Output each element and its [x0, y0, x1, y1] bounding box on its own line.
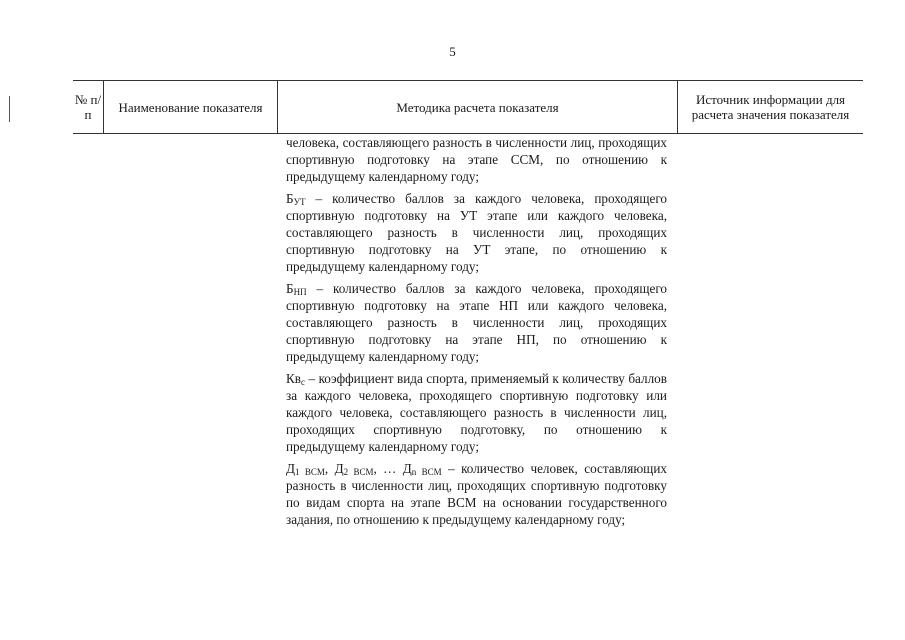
variable-subscript: УТ — [293, 197, 306, 207]
variable-symbol: Д — [402, 461, 412, 476]
paragraph-text: – количество баллов за каждого человека, проходящего спортивную подготовку на УТ этапе или каждого человека, составляющего разность в численности лиц, проходящих спортивную подготовку на УТ этапе, по отношению к предыдущему календарному году; — [286, 191, 667, 274]
variable-symbol: Б — [286, 191, 294, 206]
header-information-source: Источник информации для расчета значения показателя — [691, 92, 850, 122]
paragraph-b-np — [286, 280, 667, 365]
variable-subscript: 1 ВСМ — [295, 467, 325, 477]
variable-symbol: Б — [286, 281, 294, 296]
separator: , — [324, 461, 335, 476]
variable-subscript: n ВСМ — [411, 467, 442, 477]
table-header — [73, 80, 863, 134]
paragraph-d-vsm — [286, 460, 667, 528]
paragraph-text: – количество баллов за каждого человека, проходящего спортивную подготовку на этапе НП или каждого человека, составляющего разность в численности лиц, проходящих спортивную подготовку на этапе НП, по отношению к предыдущему календарному году; — [286, 281, 667, 364]
paragraph-continuation — [286, 134, 667, 185]
paragraph-b-ut — [286, 190, 667, 275]
variable-subscript: с — [301, 377, 306, 387]
paragraph-text: – коэффициент вида спорта, применяемый к количеству баллов за каждого человека, проходящего спортивную подготовку или каждого человека, составляющего разность в численности лиц, проходящих спортивную подготовку, по отношению к предыдущему календарному году; — [286, 371, 667, 454]
variable-subscript: НП — [293, 287, 307, 297]
paragraph-text: – количество человек, составляющих разность в численности лиц, проходящих спортивную подготовку по видам спорта на этапе ВСМ на основании государственного задания, по отношению к предыдущему календарному году; — [286, 461, 667, 527]
header-number: № п/п — [73, 81, 104, 133]
variable-symbol: Кв — [286, 371, 302, 386]
header-calculation-method: Методика расчета показателя — [278, 81, 678, 133]
ellipsis: , … — [373, 461, 403, 476]
variable-symbol: Д — [334, 461, 344, 476]
variable-subscript: 2 ВСМ — [343, 467, 374, 477]
margin-mark — [9, 96, 10, 122]
variable-symbol: Д — [286, 461, 295, 476]
method-description — [286, 134, 667, 533]
paragraph-text: человека, составляющего разность в численности лиц, проходящих спортивную подготовку на этапе ССМ, по отношению к предыдущему календарному году; — [286, 135, 667, 184]
page-number: 5 — [449, 44, 456, 59]
paragraph-kv — [286, 370, 667, 455]
header-indicator-name: Наименование показателя — [104, 81, 278, 133]
